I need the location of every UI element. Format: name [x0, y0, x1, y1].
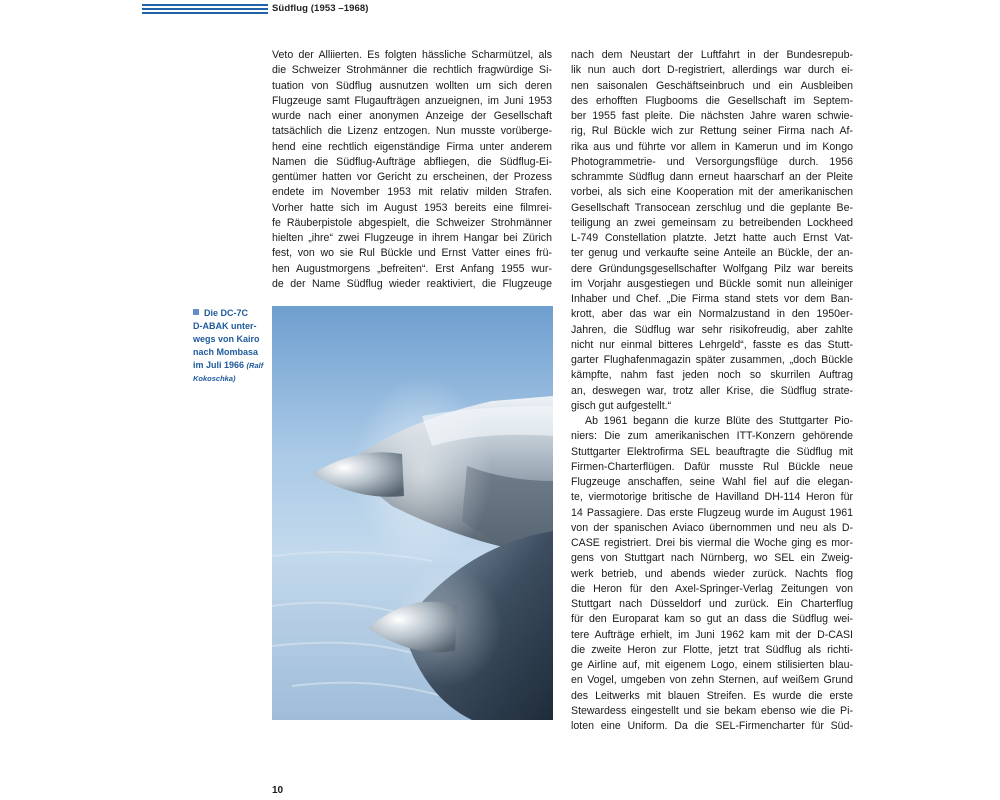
text-line: dere Gründungsgesellschafter Wolfgang Pilz war bereits	[571, 262, 853, 275]
text-line: lik nun auch dort D-registriert, allerdings war durch ei-	[571, 64, 853, 77]
text-line: die zweite Heron zur Flotte, jetzt trat Südflug als richti-	[571, 643, 853, 656]
text-line: Jahren, die Südflug war sehr risikofreudig, aber zahlte	[571, 323, 853, 336]
caption-marker-icon	[193, 309, 199, 315]
text-line: an, deswegen war, trotz aller Krise, die Südflug strate-	[571, 384, 853, 397]
text-line: kämpfte, nahm fast jeden noch so skurrilen Auftrag	[571, 369, 853, 382]
photo-credit: (Ralf	[246, 361, 264, 370]
caption-line: nach Mombasa	[193, 347, 259, 357]
text-line: en Vogel, umgeben von zehn Sternen, auf weißem Grund	[571, 674, 853, 687]
text-line: Firmen-Charterflügen. Dafür musste Rul Bückle neue	[571, 460, 853, 473]
text-line: schrammte Südflug dann erneut haarscharf an der Pleite	[571, 171, 853, 183]
caption-line: D-ABAK unter-	[193, 321, 257, 331]
text-line: Photogrammetrie- und Versorgungsflüge durch. 1956	[571, 155, 853, 168]
text-line: nach dem Neustart der Luftfahrt in der Bundesrepub-	[571, 49, 853, 61]
caption-line: wegs von Kairo	[193, 334, 260, 344]
text-line: rig, Rul Bückle wich zur Rettung seiner Firma nach Af-	[571, 125, 853, 138]
photo-credit: Kokoschka)	[193, 374, 236, 383]
text-line: wurde nach einer anonymen Anzeige der Gesellschaft	[272, 110, 552, 122]
text-line: Stewardess eingestellt und sie bekam ebenso wie die Pi-	[571, 704, 853, 717]
text-line: Gesellschaft Transocean zerschlug und die geplante Be-	[571, 201, 853, 214]
text-line: im Vorjahr ausgestiegen und Bückle somit nun alleiniger	[571, 277, 853, 290]
text-line: für den Europarat kam so gut an dass die Südflug wei-	[571, 613, 853, 626]
text-line: Vorher hatte sich im August 1953 bereits eine filmrei-	[272, 201, 552, 214]
text-line: nen saisonalen Geschäftseinbruch und ein Ausbleiben	[571, 79, 853, 92]
running-head: Südflug (1953 –1968)	[272, 3, 369, 14]
text-line: krott, aber das war ein Normalzustand in den 1950er-	[571, 308, 853, 321]
text-line: des erhofften Flugbooms die Gesellschaft im Septem-	[571, 94, 853, 107]
text-line: des Leitwerks mit blauen Streifen. Es wurde die erste	[571, 689, 853, 702]
text-line: fe Räuberpistole abgespielt, die Schweizer Strohmänner	[272, 216, 552, 229]
text-line: tatsächlich die Lizenz entzogen. Nun musste vorüberge-	[272, 125, 552, 138]
text-line: CASE registriert. Drei bis viermal die Woche ging es mor-	[571, 537, 853, 549]
text-line: Flugzeuge samt Flugaufträgen anzueignen, im Juni 1953	[272, 94, 552, 107]
text-line: von der spanischen Aviaco übernommen und neu als D-	[571, 521, 853, 534]
text-line: endete im November 1953 mit relativ milden Strafen.	[272, 186, 552, 199]
text-line: Flugzeuge anschaffen, seine Wahl fiel auf die elegan-	[571, 476, 853, 488]
text-line: tuation von Südflug ausnutzen wollten um sich deren	[272, 79, 552, 92]
text-line: tere Aufträge erhielt, im Juni 1962 kam mit der D-CASI	[571, 628, 853, 641]
text-line: niers: Die zum amerikanischen ITT-Konzern gehörende	[571, 430, 853, 443]
text-line: hend eine rechtlich eigenständige Firma unter anderem	[272, 140, 552, 153]
text-line: werk betrieb, und abends wieder zurück. Nachts flog	[571, 567, 853, 580]
photo-dc7c-engines	[272, 306, 553, 720]
text-line: L-749 Constellation platzte. Jetzt hatte auch Ernst Vat-	[571, 232, 853, 244]
text-line: te, viermotorige britische de Havilland DH-114 Heron für	[571, 491, 853, 504]
text-line: gens von Stuttgart nach Nürnberg, wo SEL ein Zweig-	[571, 552, 853, 565]
text-line: ber 1955 fast pleite. Die nächsten Jahre waren schwie-	[571, 110, 853, 122]
text-line: fest, von wo sie Rul Bückle und Ernst Vatter eines frü-	[272, 247, 552, 260]
text-line: nicht nur einmal bitteres Lehrgeld“, fasste es das Stutt-	[571, 338, 853, 351]
text-line: gentümer hatten vor Gericht zu erscheinen, der Prozess	[272, 171, 552, 183]
text-line: Inhaber und Chef. „Die Firma stand stets vor dem Ban-	[571, 293, 853, 305]
text-line: hielten „ihre“ zwei Flugzeuge in ihrem Hangar bei Zürich	[272, 232, 552, 244]
text-line: vorbei, als sich eine Kooperation mit der amerikanischen	[571, 186, 853, 199]
left-column-text	[272, 48, 552, 292]
caption-line: im Juli 1966	[193, 360, 245, 370]
text-line: ge Airline auf, mit eigenem Logo, einem stilisierten blau-	[571, 659, 853, 671]
header-rule	[142, 4, 268, 14]
text-line: Veto der Alliierten. Es folgten hässliche Scharmützel, als	[272, 49, 552, 61]
text-line: Stuttgart nach Düsseldorf und zurück. Ein Charterflug	[571, 598, 853, 610]
text-line: 14 Passagiere. Das erste Flugzeug wurde im August 1961	[571, 506, 853, 519]
text-line: loten eine Uniform. Da die SEL-Firmencharter für Süd-	[571, 720, 853, 732]
text-line: hen Augustmorgens „befreiten“. Erst Anfang 1955 wur-	[272, 262, 552, 275]
text-line: die Heron für den Axel-Springer-Verlag Zeitungen von	[571, 582, 853, 595]
text-line: die Schweizer Strohmänner die rechtlich fragwürdige Si-	[272, 64, 552, 77]
text-line: Stuttgarter Elektrofirma SEL beauftragte die Südflug mit	[571, 445, 853, 458]
caption-line: Die DC-7C	[204, 308, 249, 318]
text-line: garter Flughafenmagazin später zusammen, „doch Bückle	[571, 354, 853, 366]
page-number: 10	[272, 785, 284, 796]
text-line: de der Name Südflug wieder reaktiviert, die Flugzeuge	[272, 277, 552, 290]
text-line: gisch gut aufgestellt.“	[571, 399, 672, 412]
text-line: ter genug und verkaufte seine Anteile an Bückle, der an-	[571, 247, 853, 260]
right-column-text	[571, 48, 853, 734]
photo-caption	[193, 307, 265, 385]
text-line: rika aus und führte vor allem in Kamerun und im Kongo	[571, 140, 853, 153]
text-line: Ab 1961 begann die kurze Blüte des Stuttgarter Pio-	[585, 415, 853, 427]
text-line: teiligung an zwei gemeinsam zu betreibenden Lockheed	[571, 216, 853, 229]
text-line: Namen die Südflug-Aufträge abfliegen, die Südflug-Ei-	[272, 155, 552, 168]
